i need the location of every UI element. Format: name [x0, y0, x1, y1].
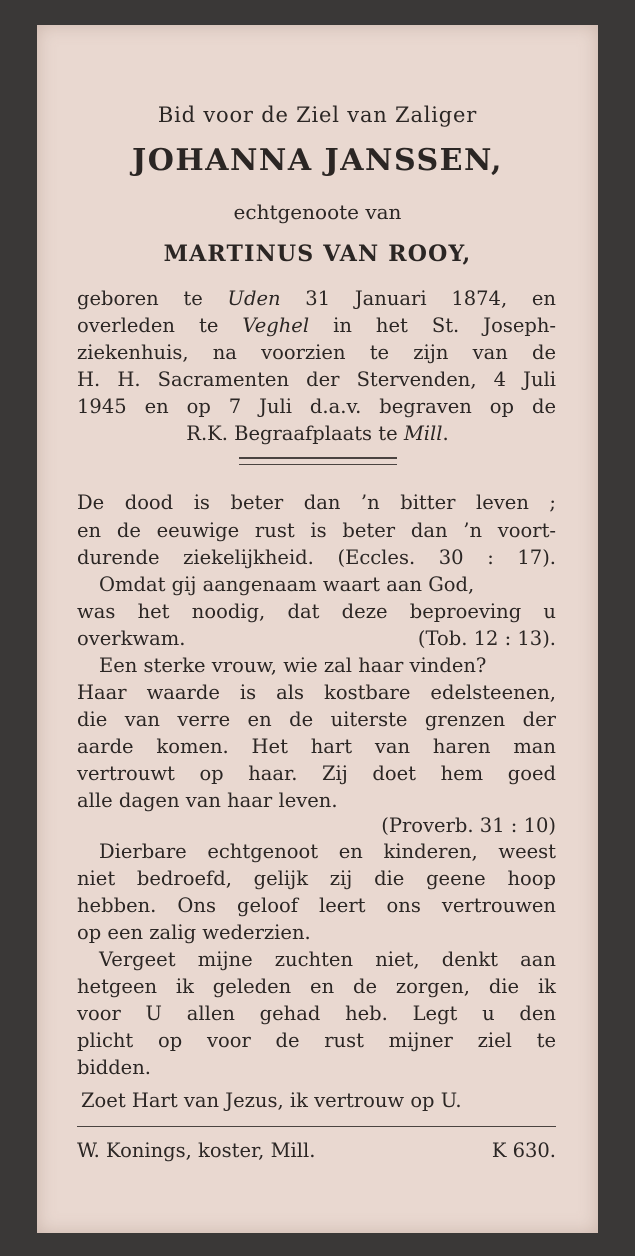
scripture-reference: (Tob. 12 : 13).: [417, 627, 556, 650]
closing-prayer: Zoet Hart van Jezus, ik vertrouw op U.: [81, 1089, 462, 1112]
verse-line: overkwam.: [77, 627, 186, 650]
bio-line-6: R.K. Begraafplaats te Mill.: [186, 422, 449, 445]
verse-line: durende ziekelijkheid. (Eccles. 30 : 17).: [77, 546, 556, 569]
verse-line: aarde komen. Het hart van haren man: [77, 735, 556, 758]
printer-credit: W. Konings, koster, Mill.: [77, 1139, 316, 1162]
footer-rule: [77, 1126, 556, 1127]
spouse-name: MARTINUS VAN ROOY,: [163, 241, 472, 267]
scripture-reference: (Proverb. 31 : 10): [381, 814, 556, 837]
card-number: K 630.: [491, 1139, 556, 1162]
bio-line-1: geboren te Uden 31 Januari 1874, en: [77, 287, 556, 310]
verse-line: voor U allen gehad heb. Legt u den: [77, 1002, 556, 1025]
verse-line: alle dagen van haar leven.: [77, 789, 338, 812]
verse-line: Omdat gij aangenaam waart aan God,: [99, 573, 475, 596]
verse-line: De dood is beter dan ’n bitter leven ;: [77, 491, 556, 514]
verse-line: op een zalig wederzien.: [77, 921, 311, 944]
bio-line-3: ziekenhuis, na voorzien te zijn van de: [77, 341, 556, 364]
ornamental-rule: [239, 457, 397, 465]
relation-text: echtgenoote van: [233, 200, 402, 224]
verse-line: die van verre en de uiterste grenzen der: [77, 708, 556, 731]
verse-line: vertrouwt op haar. Zij doet hem goed: [77, 762, 556, 785]
verse-line: en de eeuwige rust is beter dan ’n voort-: [77, 519, 556, 542]
bio-line-4: H. H. Sacramenten der Stervenden, 4 Juli: [77, 368, 556, 391]
verse-line: hebben. Ons geloof leert ons vertrouwen: [77, 894, 556, 917]
verse-line: niet bedroefd, gelijk zij die geene hoop: [77, 867, 556, 890]
verse-line: Vergeet mijne zuchten niet, denkt aan: [99, 948, 556, 971]
deceased-name: JOHANNA JANSSEN,: [132, 143, 503, 178]
verse-line: was het noodig, dat deze beproeving u: [77, 600, 556, 623]
verse-line: hetgeen ik geleden en de zorgen, die ik: [77, 975, 556, 998]
verse-line: Haar waarde is als kostbare edelsteenen,: [77, 681, 556, 704]
verse-line: Dierbare echtgenoot en kinderen, weest: [99, 840, 556, 863]
verse-line: plicht op voor de rust mijner ziel te: [77, 1029, 556, 1052]
bio-line-5: 1945 en op 7 Juli d.a.v. begraven op de: [77, 395, 556, 418]
prayer-heading: Bid voor de Ziel van Zaliger: [157, 103, 478, 127]
verse-line: Een sterke vrouw, wie zal haar vinden?: [99, 654, 487, 677]
bio-line-2: overleden te Veghel in het St. Joseph-: [77, 314, 557, 337]
memorial-card: [37, 25, 598, 1233]
verse-line: bidden.: [77, 1056, 151, 1079]
